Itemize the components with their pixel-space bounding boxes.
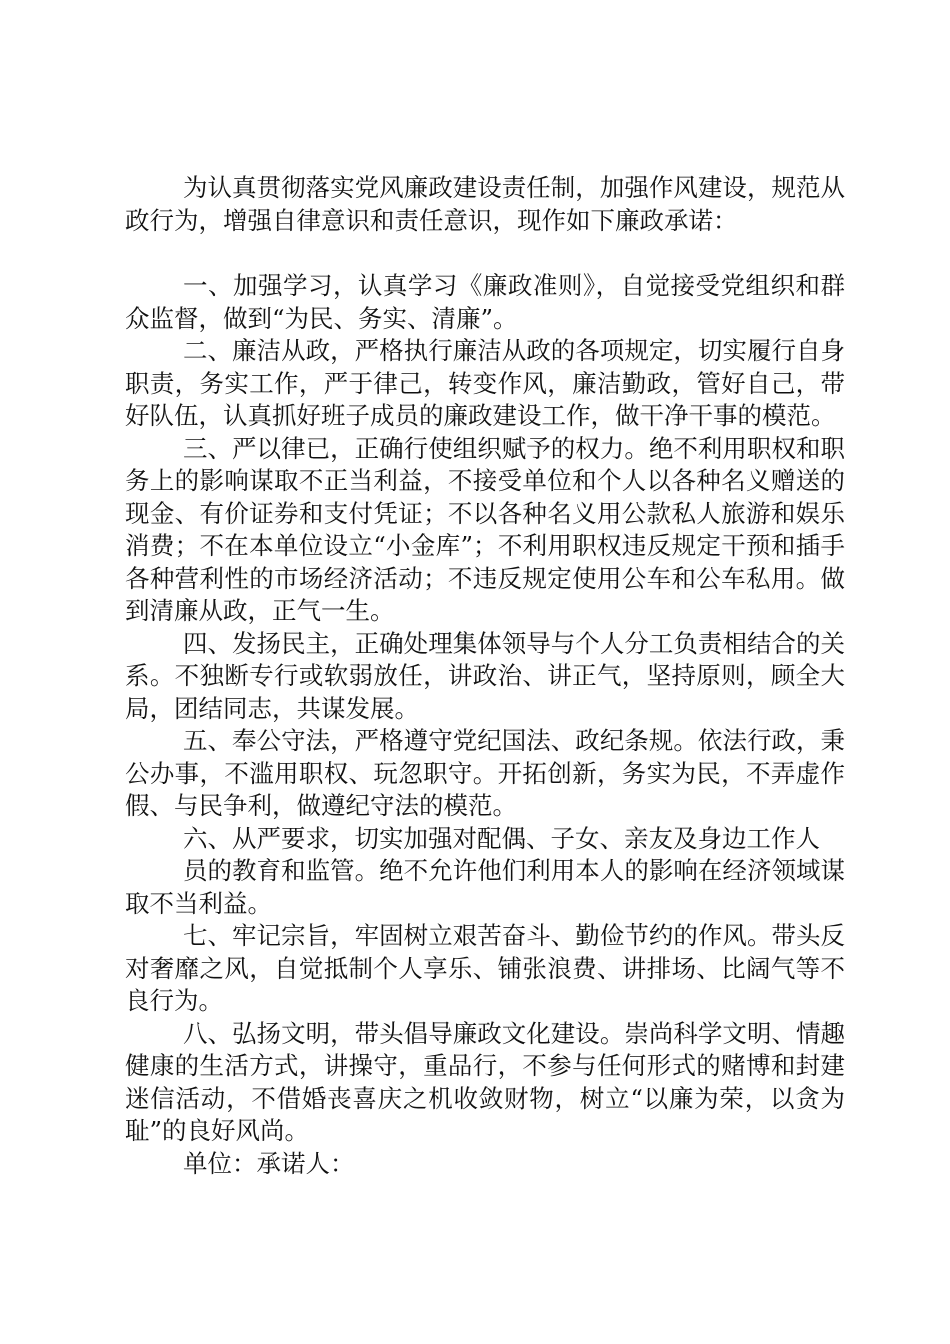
commitment-item-2: 二、廉洁从政，严格执行廉洁从政的各项规定，切实履行自身职责，务实工作，严于律己，转变作风，廉洁勤政，管好自己，带好队伍，认真抓好班子成员的廉政建设工作，做干净干事的模范。 — [125, 336, 845, 430]
commitment-item-3: 三、严以律已，正确行使组织赋予的权力。绝不利用职权和职务上的影响谋取不正当利益，不接受单位和个人以各种名义赠送的现金、有价证券和支付凭证；不以各种名义用公款私人旅游和娱乐消费；不在本单位设立“小金库”；不利用职权违反规定干预和插手各种营利性的市场经济活动；不违反规定使用公车和公车私用。做到清廉从政，正气一生。 — [125, 433, 845, 625]
commitment-item-7: 七、牢记宗旨，牢固树立艰苦奋斗、勤俭节约的作风。带头反对奢靡之风，自觉抵制个人享乐、铺张浪费、讲排场、比阔气等不良行为。 — [125, 921, 845, 1015]
document-body — [125, 172, 845, 1180]
intro-paragraph: 为认真贯彻落实党风廉政建设责任制，加强作风建设，规范从政行为，增强自律意识和责任意识，现作如下廉政承诺： — [125, 173, 845, 235]
commitment-item-1: 一、加强学习，认真学习《廉政准则》，自觉接受党组织和群众监督，做到“为民、务实、清廉”。 — [125, 271, 845, 333]
commitment-item-4: 四、发扬民主，正确处理集体领导与个人分工负责相结合的关系。不独断专行或软弱放任，讲政治、讲正气，坚持原则，顾全大局，团结同志，共谋发展。 — [125, 628, 845, 723]
commitment-item-5: 五、奉公守法，严格遵守党纪国法、政纪条规。依法行政，秉公办事，不滥用职权、玩忽职守。开拓创新，务实为民，不弄虚作假、与民争利，做遵纪守法的模范。 — [125, 726, 845, 820]
commitment-item-6-continued: 员的教育和监管。绝不允许他们利用本人的影响在经济领域谋取不当利益。 — [125, 856, 845, 918]
commitment-item-6: 六、从严要求，切实加强对配偶、子女、亲友及身边工作人 — [183, 823, 820, 853]
signature-line: 单位：承诺人： — [183, 1148, 355, 1178]
commitment-item-8: 八、弘扬文明，带头倡导廉政文化建设。崇尚科学文明、情趣健康的生活方式，讲操守，重品行，不参与任何形式的赌博和封建迷信活动，不借婚丧喜庆之机收敛财物，树立“以廉为荣，以贪为耻”的良好风尚。 — [125, 1018, 845, 1145]
